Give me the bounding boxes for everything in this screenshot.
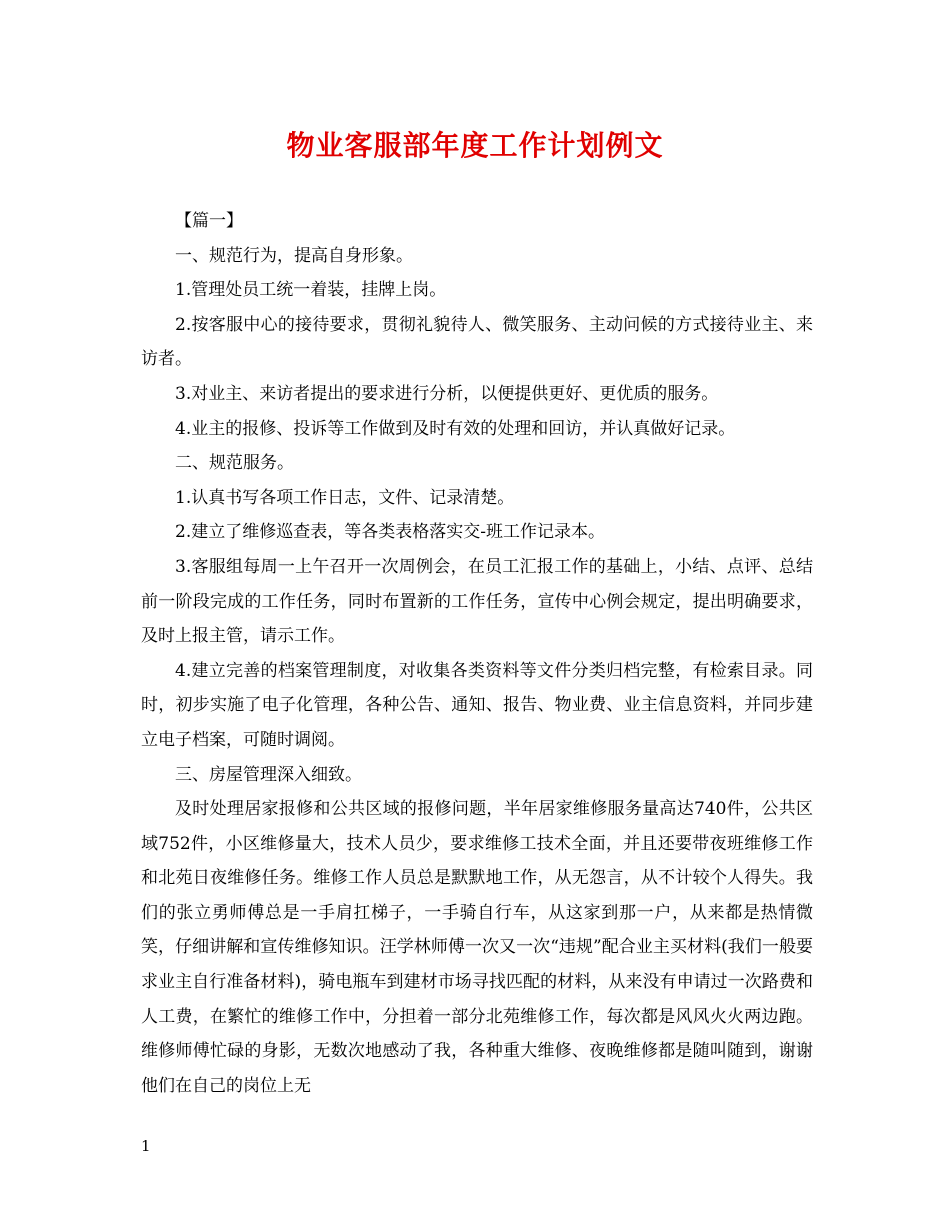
paragraph-item: 1.认真书写各项工作日志，文件、记录清楚。	[175, 487, 515, 508]
paragraph-item: 1.管理处员工统一着装，挂牌上岗。	[175, 280, 447, 301]
paragraph-item: 2.建立了维修巡查表，等各类表格落实交-班工作记录本。	[175, 522, 605, 543]
paragraph-body: 及时处理居家报修和公共区域的报修问题，半年居家维修服务量高达740件，公共区域752件，小区维修量大，技术人员少，要求维修工技术全面，并且还要带夜班维修工作和北苑日夜维修任务。维修工作人员总是默默地工作，从无怨言，从不计较个人得失。我们的张立勇师傅总是一手肩扛梯子，一手骑自行车，从这家到那一户，从来都是热情微笑，仔细讲解和宣传维修知识。汪学林师傅一次又一次“违规”配合业主买材料(我们一般要求业主自行准备材料)，骑电瓶车到建材市场寻找匹配的材料，从来没有申请过一次路费和人工费，在繁忙的维修工作中，分担着一部分北苑维修工作，每次都是风风火火两边跑。维修师傅忙碌的身影，无数次地感动了我，各种重大维修、夜晚维修都是随叫随到，谢谢他们在自己的岗位上无	[141, 799, 813, 1096]
paragraph-heading-2: 二、规范服务。	[175, 453, 294, 474]
paragraph-item: 3.客服组每周一上午召开一次周例会，在员工汇报工作的基础上，小结、点评、总结前一阶段完成的工作任务，同时布置新的工作任务，宣传中心例会规定，提出明确要求，及时上报主管，请示工作。	[141, 556, 813, 647]
document-body	[141, 204, 813, 1103]
paragraph-heading-1: 一、规范行为，提高自身形象。	[175, 245, 413, 266]
paragraph-item: 3.对业主、来访者提出的要求进行分析，以便提供更好、更优质的服务。	[175, 383, 719, 404]
paragraph-heading-3: 三、房屋管理深入细致。	[175, 764, 362, 785]
document-title: 物业客服部年度工作计划例文	[286, 129, 664, 162]
page-number: 1	[141, 1137, 151, 1155]
paragraph-section-marker: 【篇一】	[175, 211, 243, 231]
paragraph-item: 2.按客服中心的接待要求，贯彻礼貌待人、微笑服务、主动问候的方式接待业主、来访者。	[141, 314, 813, 370]
paragraph-item: 4.建立完善的档案管理制度，对收集各类资料等文件分类归档完整，有检索目录。同时，初步实施了电子化管理，各种公告、通知、报告、物业费、业主信息资料，并同步建立电子档案，可随时调阅。	[141, 660, 813, 750]
paragraph-item: 4.业主的报修、投诉等工作做到及时有效的处理和回访，并认真做好记录。	[175, 418, 736, 439]
